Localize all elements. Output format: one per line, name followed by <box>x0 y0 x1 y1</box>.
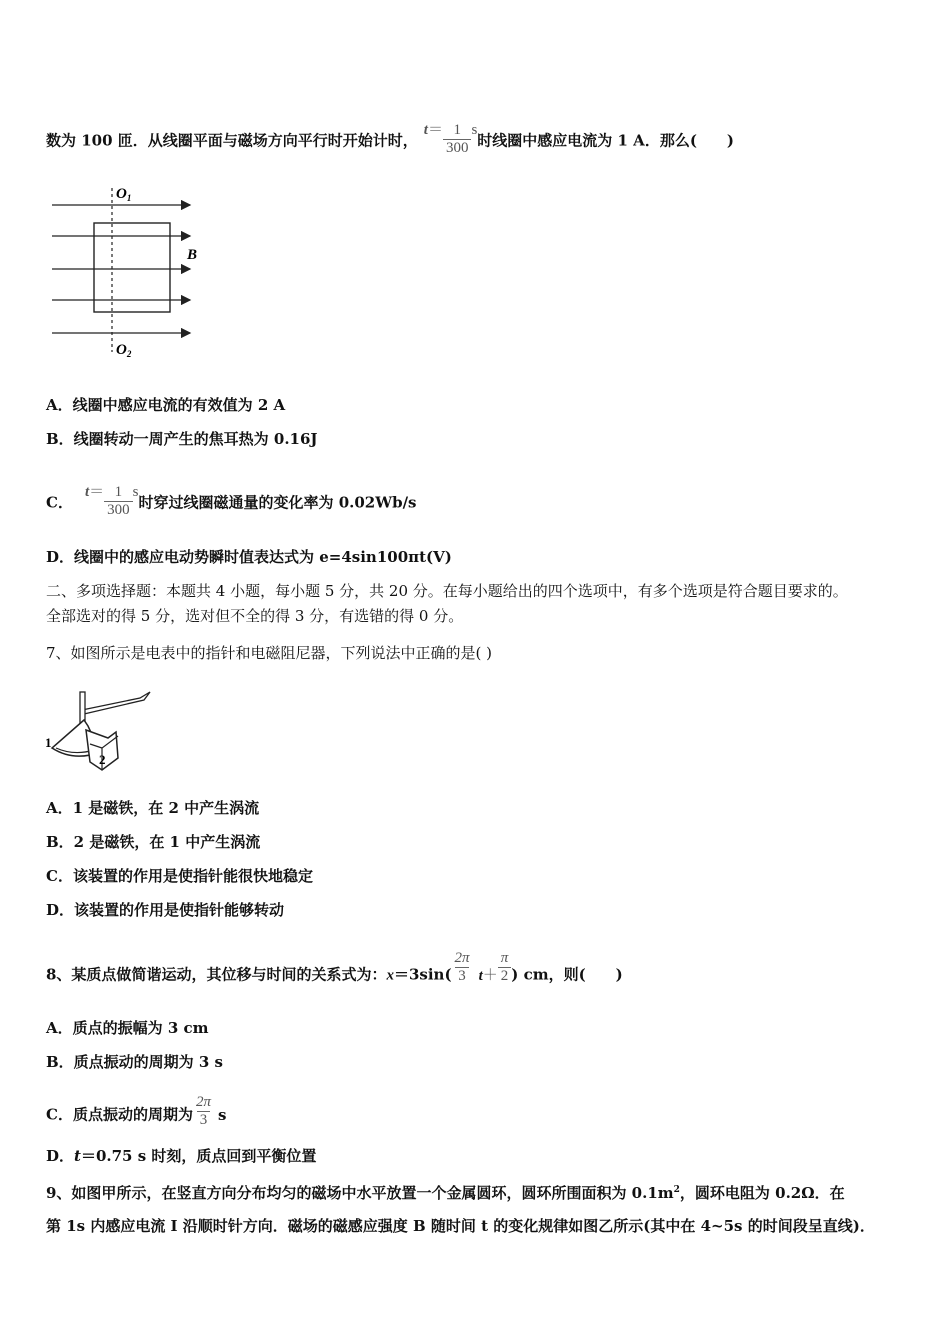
q6-option-c-text: 时穿过线圈磁通量的变化率为 0.02Wb/s <box>138 493 417 512</box>
section2-line1: 二、多项选择题：本题共 4 小题，每小题 5 分，共 20 分。在每小题给出的四个选项中，有多个选项是符合题目要求的。 <box>46 582 848 600</box>
field-label-b: B <box>187 247 198 263</box>
q9-line2: 第 1s 内感应电流 I 沿顺时针方向．磁场的磁感应强度 B 随时间 t 的变化规律如图乙所示(其中在 4~5s 的时间段呈直线)． <box>46 1217 875 1235</box>
q8c-frac-num: 2π <box>195 1094 211 1110</box>
q7-stem: 7、如图所示是电表中的指针和电磁阻尼器，下列说法中正确的是( ) <box>46 644 493 662</box>
q6-unit-s: s <box>471 121 478 138</box>
q8-stem-b: ＝3sin( <box>393 965 452 984</box>
q6c-frac-den: 300 <box>104 501 133 519</box>
q6c-frac-num: 1 <box>114 484 123 500</box>
section2-line2: 全部选对的得 5 分，选对但不全的得 3 分，有选错的得 0 分。 <box>46 607 464 625</box>
q7-option-a: A．1 是磁铁，在 2 中产生涡流 <box>46 799 260 817</box>
coil-field-figure <box>46 180 216 360</box>
damper-label-1: 1 <box>45 735 52 750</box>
q6-option-a: A．线圈中感应电流的有效值为 2 A <box>46 396 286 414</box>
q9-line1 <box>46 1180 845 1203</box>
q6c-t-var: t <box>84 483 90 500</box>
q6-eq: ＝ <box>427 121 443 138</box>
axis-label-o2: $O_2$ <box>116 342 132 359</box>
q6c-eq: ＝ <box>89 483 105 500</box>
q6-frac-num: 1 <box>453 122 461 138</box>
q6c-unit-s: s <box>132 483 139 500</box>
q8c-fraction <box>193 1094 214 1129</box>
q9-line1-b: ，圆环电阻为 0.2Ω．在 <box>679 1184 845 1202</box>
q8-stem-c: ) cm，则( ) <box>511 965 623 984</box>
q6-option-d: D．线圈中的感应电动势瞬时值表达式为 e=4sin100πt(V) <box>46 548 452 566</box>
q6-option-c <box>46 483 417 521</box>
q6c-fraction <box>104 484 133 519</box>
q8-t-var: t <box>478 967 483 984</box>
q8-frac1-num: 2π <box>454 950 470 966</box>
q8-option-d-text: ＝0.75 s 时刻，质点回到平衡位置 <box>80 1147 317 1165</box>
q9-line1-sup: 2 <box>673 1185 680 1195</box>
q6-frac-den: 300 <box>443 139 472 157</box>
q6-stem <box>46 121 735 159</box>
damper-figure <box>44 686 154 778</box>
q8-frac2-den: 2 <box>498 967 512 985</box>
q8-fraction-2 <box>498 950 512 985</box>
damper-label-2: 2 <box>99 752 106 767</box>
q6-fraction <box>443 122 472 157</box>
q8-frac1-den: 3 <box>455 967 469 985</box>
q6-stem-a: 数为 100 匝．从线圈平面与磁场方向平行时开始计时， <box>46 131 418 150</box>
pointer-needle <box>82 692 150 714</box>
q8-stem-a: 8、某质点做简谐运动，其位移与时间的关系式为： <box>46 965 387 984</box>
q8-option-d <box>46 1146 316 1166</box>
q8-x-var: x <box>386 967 394 984</box>
q8-plus: ＋ <box>482 967 498 984</box>
q8c-frac-den: 3 <box>197 1111 211 1129</box>
q8-option-c <box>46 1094 227 1133</box>
q8-option-c-unit: s <box>217 1105 227 1124</box>
q6-t-var: t <box>423 121 428 138</box>
q8-fraction-1 <box>452 950 473 985</box>
q8-option-c-text: C．质点振动的周期为 <box>46 1105 193 1124</box>
q6-stem-b: 时线圈中感应电流为 1 A．那么( ) <box>477 131 735 150</box>
q6-option-b: B．线圈转动一周产生的焦耳热为 0.16J <box>46 430 318 448</box>
q9-line1-a: 9、如图甲所示，在竖直方向分布均匀的磁场中水平放置一个金属圆环，圆环所围面积为 0.1m <box>46 1184 674 1202</box>
q7-option-d: D．该装置的作用是使指针能够转动 <box>46 901 285 919</box>
q8-option-a: A．质点的振幅为 3 cm <box>46 1019 209 1037</box>
q7-option-c: C．该装置的作用是使指针能很快地稳定 <box>46 867 313 885</box>
q7-option-b: B．2 是磁铁，在 1 中产生涡流 <box>46 833 261 851</box>
q8-frac2-num: π <box>500 950 509 966</box>
q8-option-b: B．质点振动的周期为 3 s <box>46 1053 224 1071</box>
q8-option-d-t: t <box>74 1147 81 1165</box>
q8-stem <box>46 950 623 993</box>
axis-label-o1: $O_1$ <box>116 186 132 203</box>
q8-option-d-label: D． <box>46 1147 75 1165</box>
q6-option-c-label: C． <box>46 493 73 512</box>
